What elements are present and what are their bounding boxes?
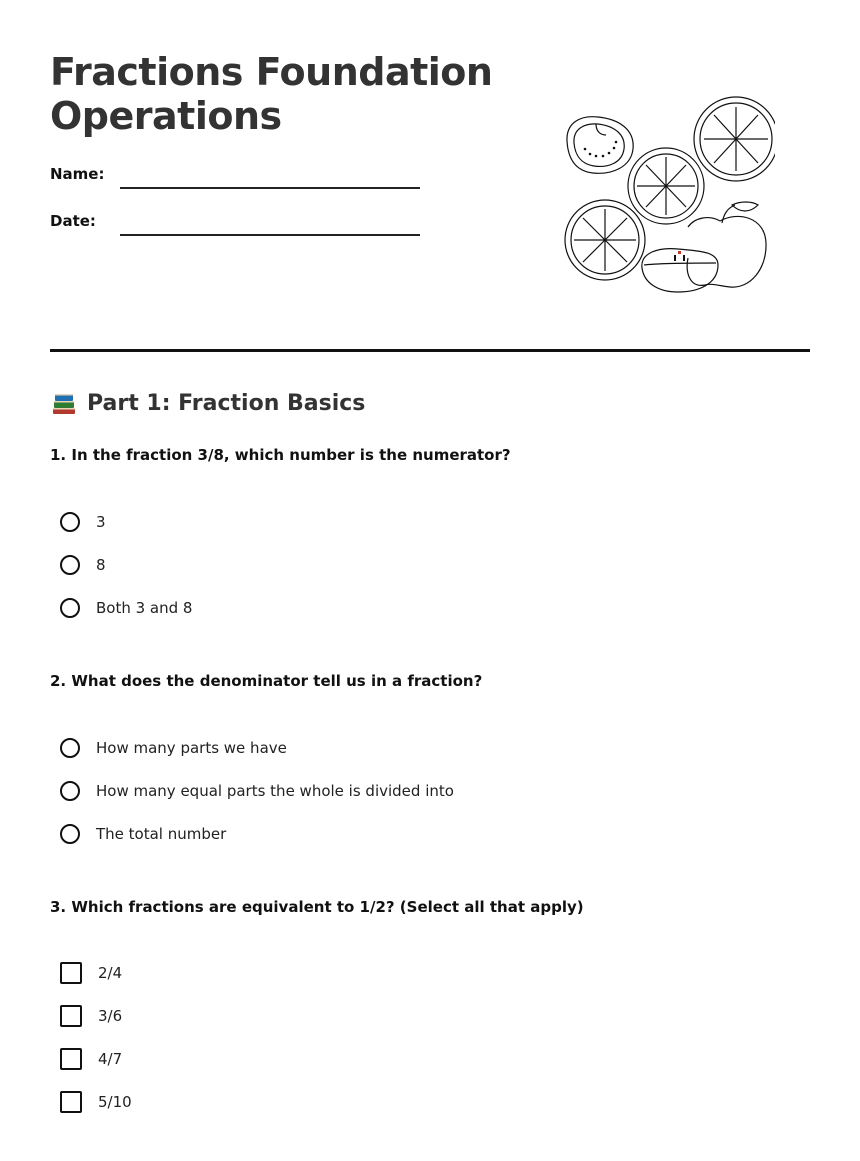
checkbox[interactable] [60, 962, 82, 984]
radio-button[interactable] [60, 598, 80, 618]
question-2: 2. What does the denominator tell us in a fraction? [50, 672, 483, 690]
q1-option-2[interactable] [60, 553, 106, 577]
question-1: 1. In the fraction 3/8, which number is the numerator? [50, 446, 511, 464]
option-label: How many equal parts the whole is divided into [96, 782, 454, 800]
option-label: The total number [96, 825, 227, 843]
section-divider [50, 349, 810, 352]
date-field[interactable] [120, 234, 420, 236]
checkbox[interactable] [60, 1091, 82, 1113]
option-label: 3/6 [98, 1007, 123, 1025]
worksheet-title-line1: Fractions Foundation [50, 50, 493, 94]
part1-heading [50, 386, 365, 422]
apple-slice-icon [642, 249, 718, 292]
kiwi-slice-icon [567, 117, 633, 174]
orange-slice-icon [694, 97, 775, 181]
q3-option-1[interactable] [60, 961, 122, 985]
worksheet-title-line2: Operations [50, 94, 282, 138]
option-label: 5/10 [98, 1093, 132, 1111]
part1-title: Part 1: Fraction Basics [87, 391, 366, 416]
option-label: 3 [96, 513, 106, 531]
q3-option-4[interactable] [60, 1090, 132, 1114]
fruit-slices-illustration [560, 93, 775, 298]
option-label: How many parts we have [96, 739, 287, 757]
orange-slice-icon [628, 148, 704, 224]
q3-option-3[interactable] [60, 1047, 122, 1071]
q1-option-1[interactable] [60, 510, 106, 534]
radio-button[interactable] [60, 555, 80, 575]
q2-option-3[interactable] [60, 822, 226, 846]
worksheet-title [50, 50, 492, 138]
radio-button[interactable] [60, 738, 80, 758]
apple-icon [687, 202, 766, 287]
option-label: 2/4 [98, 964, 123, 982]
checkbox[interactable] [60, 1005, 82, 1027]
q1-option-3[interactable] [60, 596, 192, 620]
books-icon [50, 390, 78, 418]
checkbox[interactable] [60, 1048, 82, 1070]
radio-button[interactable] [60, 512, 80, 532]
option-label: 4/7 [98, 1050, 123, 1068]
orange-slice-icon [565, 200, 645, 280]
radio-button[interactable] [60, 824, 80, 844]
question-3: 3. Which fractions are equivalent to 1/2? (Select all that apply) [50, 898, 584, 916]
radio-button[interactable] [60, 781, 80, 801]
q3-option-2[interactable] [60, 1004, 122, 1028]
date-label: Date: [50, 212, 96, 230]
name-field[interactable] [120, 187, 420, 189]
q2-option-2[interactable] [60, 779, 454, 803]
option-label: 8 [96, 556, 106, 574]
q2-option-1[interactable] [60, 736, 287, 760]
name-label: Name: [50, 165, 105, 183]
option-label: Both 3 and 8 [96, 599, 193, 617]
